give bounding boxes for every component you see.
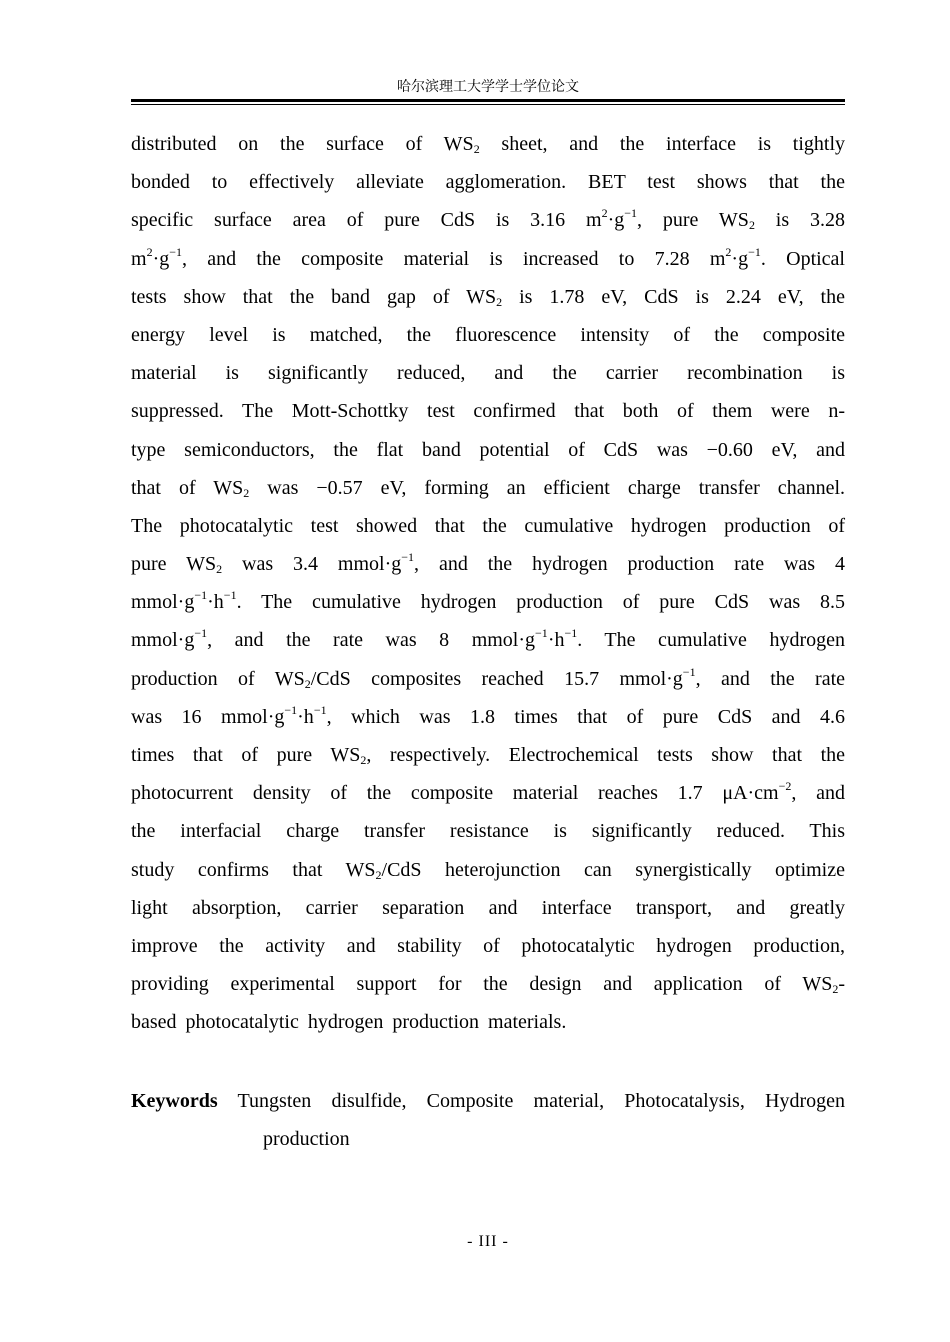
abstract-text: study confirms that WS xyxy=(131,858,376,881)
abstract-text: , and xyxy=(791,782,845,805)
abstract-line xyxy=(131,851,845,889)
abstract-line xyxy=(131,469,845,507)
abstract-text: was −0.57 eV, forming an efficient charge transfer channel. xyxy=(249,476,845,499)
page-number: - III - xyxy=(467,1233,509,1250)
superscript: −1 xyxy=(169,244,183,259)
abstract-text: times that of pure WS xyxy=(131,744,361,766)
subscript: 2 xyxy=(748,218,755,233)
superscript: −1 xyxy=(682,664,696,679)
abstract-text: ·g xyxy=(731,247,749,270)
abstract-text: production of WS xyxy=(131,667,305,690)
superscript: −1 xyxy=(313,702,327,717)
abstract-text: ·g xyxy=(152,247,170,270)
abstract-text: based photocatalytic hydrogen production materials. xyxy=(131,1011,567,1034)
keywords-label: Keywords xyxy=(131,1090,218,1112)
abstract-line xyxy=(131,392,845,430)
abstract-text: , respectively. Electrochemical tests show that the xyxy=(366,744,845,766)
abstract-text: light absorption, carrier separation and interface transport, and greatly xyxy=(131,896,845,919)
abstract-line xyxy=(131,965,845,1003)
abstract-text: mmol·g xyxy=(131,629,195,652)
abstract-body xyxy=(131,125,845,1042)
abstract-text: distributed on the surface of WS xyxy=(131,133,474,155)
abstract-text: tests show that the band gap of WS xyxy=(131,285,497,308)
superscript: −1 xyxy=(284,702,298,717)
abstract-text: improve the activity and stability of photocatalytic hydrogen production, xyxy=(131,934,845,957)
superscript: 2 xyxy=(725,244,732,259)
abstract-text: , pure WS xyxy=(637,209,749,232)
abstract-text: providing experimental support for the design and application of WS xyxy=(131,973,833,996)
abstract-text: ·h xyxy=(297,705,314,728)
abstract-text: mmol·g xyxy=(131,591,195,614)
abstract-line xyxy=(131,163,845,201)
abstract-text: /CdS composites reached 15.7 mmol·g xyxy=(310,667,683,690)
superscript: 2 xyxy=(601,206,608,221)
abstract-line xyxy=(131,201,845,239)
abstract-text: , which was 1.8 times that of pure CdS and 4.6 xyxy=(326,705,846,728)
running-header-title: 哈尔滨理工大学学士学位论文 xyxy=(397,79,579,95)
abstract-line xyxy=(131,278,845,316)
abstract-text: , and the rate was 8 mmol·g xyxy=(207,629,536,652)
abstract-line xyxy=(131,812,845,850)
abstract-line xyxy=(131,698,845,736)
abstract-text: was 3.4 mmol·g xyxy=(222,553,402,576)
abstract-line xyxy=(131,240,845,278)
abstract-line xyxy=(131,583,845,621)
abstract-text: that of WS xyxy=(131,476,244,499)
abstract-text: . Optical xyxy=(760,247,845,270)
superscript: −1 xyxy=(624,206,638,221)
keywords-text-1: Tungsten disulfide, Composite material, Photocatalysis, Hydrogen xyxy=(237,1090,846,1112)
abstract-text: the interfacial charge transfer resistance is significantly reduced. This xyxy=(131,820,845,843)
abstract-text: bonded to effectively alleviate agglomeration. BET test shows that the xyxy=(131,171,845,194)
keywords-text-2: production xyxy=(263,1128,350,1150)
subscript: 2 xyxy=(216,562,223,577)
abstract-text: energy level is matched, the fluorescence intensity of the composite xyxy=(131,323,845,346)
superscript: −1 xyxy=(535,626,548,641)
header-rule-thick xyxy=(131,99,845,102)
abstract-text: The photocatalytic test showed that the cumulative hydrogen production of xyxy=(131,514,845,537)
abstract-line xyxy=(131,354,845,392)
superscript: 2 xyxy=(146,244,153,259)
superscript: −1 xyxy=(748,244,761,259)
subscript: 2 xyxy=(375,867,382,882)
superscript: −1 xyxy=(194,626,208,641)
subscript: 2 xyxy=(832,982,839,997)
header-rule-thin xyxy=(131,104,845,105)
abstract-text: specific surface area of pure CdS is 3.16 m xyxy=(131,209,602,232)
abstract-text: sheet, and the interface is tightly xyxy=(479,133,845,155)
abstract-text: , and the rate xyxy=(695,667,846,690)
abstract-line xyxy=(131,660,845,698)
abstract-text: /CdS heterojunction can synergistically optimize xyxy=(381,858,845,881)
abstract-text: - xyxy=(838,973,845,996)
abstract-text: m xyxy=(131,247,147,270)
abstract-text: , and the hydrogen production rate was 4 xyxy=(414,553,845,576)
abstract-text: ·h xyxy=(207,591,224,614)
abstract-line xyxy=(131,774,845,812)
abstract-text: material is significantly reduced, and the carrier recombination is xyxy=(131,362,845,385)
abstract-line xyxy=(131,507,845,545)
abstract-text: type semiconductors, the flat band potential of CdS was −0.60 eV, and xyxy=(131,438,845,461)
abstract-line xyxy=(131,621,845,659)
abstract-text: . The cumulative hydrogen xyxy=(577,629,845,652)
abstract-line xyxy=(131,545,845,583)
abstract-line xyxy=(131,927,845,965)
abstract-text: pure WS xyxy=(131,553,217,576)
subscript: 2 xyxy=(496,294,503,309)
superscript: −1 xyxy=(194,588,208,603)
abstract-text: photocurrent density of the composite material reaches 1.7 μA·cm xyxy=(131,782,779,805)
abstract-text: . The cumulative hydrogen production of pure CdS was 8.5 xyxy=(236,591,845,614)
subscript: 2 xyxy=(360,753,367,767)
keywords-block xyxy=(131,1082,845,1158)
abstract-text: ·g xyxy=(607,209,625,232)
superscript: −1 xyxy=(223,588,237,603)
superscript: −1 xyxy=(564,626,578,641)
abstract-line xyxy=(131,889,845,927)
superscript: −2 xyxy=(778,779,792,794)
keywords-line-1 xyxy=(131,1082,845,1120)
abstract-text: suppressed. The Mott-Schottky test confirmed that both of them were n- xyxy=(131,400,845,423)
abstract-line xyxy=(131,431,845,469)
abstract-line xyxy=(131,316,845,354)
superscript: −1 xyxy=(401,550,415,565)
subscript: 2 xyxy=(473,142,480,156)
abstract-line xyxy=(131,125,845,163)
abstract-text: is 1.78 eV, CdS is 2.24 eV, the xyxy=(502,285,845,308)
abstract-line xyxy=(131,736,845,774)
abstract-text: , and the composite material is increased to 7.28 m xyxy=(182,247,726,270)
abstract-text: is 3.28 xyxy=(754,209,845,232)
abstract-text: was 16 mmol·g xyxy=(131,705,285,728)
subscript: 2 xyxy=(304,676,311,691)
abstract-text: ·h xyxy=(547,629,565,652)
subscript: 2 xyxy=(243,485,250,500)
abstract-line xyxy=(131,1003,845,1041)
